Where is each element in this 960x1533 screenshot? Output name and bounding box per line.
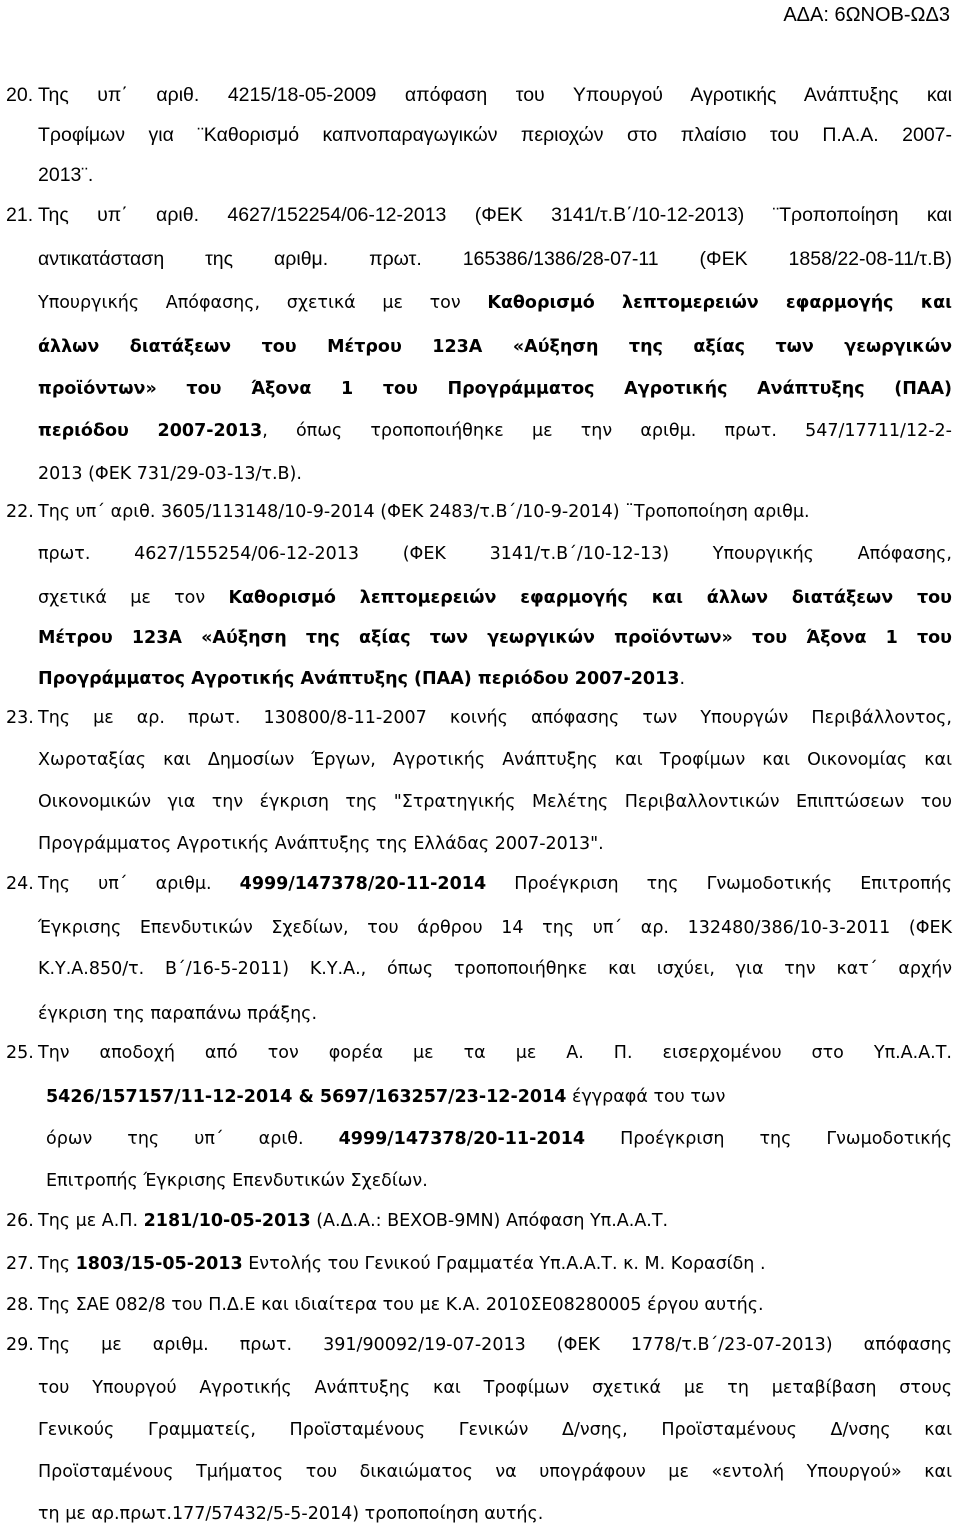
text-line bbox=[38, 1496, 952, 1533]
item-24-line bbox=[0, 996, 960, 1033]
text: (Α.Δ.Α.: ΒΕΧΟΒ-9ΜΝ) Απόφαση Υπ.Α.Α.Τ. bbox=[310, 1211, 669, 1231]
text-line bbox=[38, 285, 952, 322]
text-line bbox=[38, 1454, 952, 1491]
item-24-line bbox=[0, 866, 960, 903]
text: 2013¨. bbox=[38, 164, 94, 186]
item-21-line bbox=[0, 241, 960, 278]
item-23-line bbox=[0, 700, 960, 737]
item-23-line bbox=[0, 784, 960, 821]
bold-text: 2181/10-05-2013 bbox=[143, 1211, 311, 1231]
item-22-line bbox=[0, 536, 960, 573]
text-line bbox=[38, 866, 952, 903]
text: Της bbox=[38, 1254, 76, 1274]
text-line bbox=[38, 77, 952, 114]
item-number: 28. bbox=[6, 1295, 34, 1315]
item-29-line bbox=[0, 1327, 960, 1364]
item-20-line bbox=[0, 117, 960, 154]
text: Κ.Υ.Α.850/τ. Β΄/16-5-2011) Κ.Υ.Α., όπως τροποποιήθηκε και ισχύει, για την κατ΄ αρχήν bbox=[38, 959, 952, 979]
text-line bbox=[38, 580, 952, 617]
text-line bbox=[46, 1121, 952, 1158]
text: Της υπ΄ αριθμ. bbox=[38, 874, 240, 894]
item-21-line bbox=[0, 285, 960, 322]
text-line bbox=[46, 1163, 952, 1200]
text-line bbox=[38, 620, 952, 657]
item-number: 25. bbox=[6, 1043, 34, 1063]
bold-text: 1803/15-05-2013 bbox=[75, 1254, 243, 1274]
text: Προέγκριση της Γνωμοδοτικής Επιτροπής bbox=[486, 874, 952, 894]
bold-text: άλλων διατάξεων του Μέτρου 123Α «Αύξηση της αξίας των γεωργικών bbox=[38, 337, 952, 357]
item-29-line bbox=[0, 1454, 960, 1491]
text-line bbox=[38, 951, 952, 988]
text-line bbox=[38, 826, 952, 863]
text-line bbox=[38, 910, 952, 947]
bold-text: Προγράμματος Αγροτικής Ανάπτυξης (ΠΑΑ) περιόδου 2007-2013 bbox=[38, 669, 680, 689]
item-29-line bbox=[0, 1412, 960, 1449]
item-22-line bbox=[0, 620, 960, 657]
item-21-line bbox=[0, 456, 960, 493]
item-28-line bbox=[0, 1287, 960, 1324]
item-number: 29. bbox=[6, 1335, 34, 1355]
text-line bbox=[38, 661, 952, 698]
text: . bbox=[679, 669, 686, 689]
item-22-line bbox=[0, 661, 960, 698]
item-20-line bbox=[0, 157, 960, 194]
bold-text: Καθορισμό λεπτομερειών εφαρμογής και άλλων διατάξεων του bbox=[228, 588, 952, 608]
text: πρωτ. 4627/155254/06-12-2013 (ΦΕΚ 3141/τ.Β΄/10-12-13) Υπουργικής Απόφασης, bbox=[38, 544, 952, 564]
text-line bbox=[38, 784, 952, 821]
text: Οικονομικών για την έγκριση της "Στρατηγικής Μελέτης Περιβαλλοντικών Επιπτώσεων του bbox=[38, 792, 952, 812]
item-23-line bbox=[0, 826, 960, 863]
text: Υπουργικής Απόφασης, σχετικά με τον bbox=[38, 293, 488, 313]
item-number: 21. bbox=[6, 204, 34, 226]
text: Της με αρ. πρωτ. 130800/8-11-2007 κοινής απόφασης των Υπουργών Περιβάλλοντος, bbox=[38, 708, 952, 728]
text: Εντολής του Γενικού Γραμματέα Υπ.Α.Α.Τ. κ. Μ. Κορασίδη . bbox=[242, 1254, 766, 1274]
text-line bbox=[38, 742, 952, 779]
item-21-line bbox=[0, 413, 960, 450]
item-number: 20. bbox=[6, 84, 34, 106]
text: 2013 (ΦΕΚ 731/29-03-13/τ.Β). bbox=[38, 464, 302, 484]
text-line bbox=[38, 1327, 952, 1364]
text-line bbox=[38, 1035, 952, 1072]
bold-text: 5426/157157/11-12-2014 & 5697/163257/23-12-2014 bbox=[46, 1087, 567, 1107]
text: έγκριση της παραπάνω πράξης. bbox=[38, 1004, 318, 1024]
text-line bbox=[38, 413, 952, 450]
text-line bbox=[38, 494, 952, 531]
text: Χωροταξίας και Δημοσίων Έργων, Αγροτικής Ανάπτυξης και Τροφίμων και Οικονομίας και bbox=[38, 750, 952, 770]
text-line bbox=[38, 241, 952, 278]
text-line bbox=[38, 329, 952, 366]
text-line bbox=[46, 1079, 952, 1116]
text: Της με αριθμ. πρωτ. 391/90092/19-07-2013 (ΦΕΚ 1778/τ.Β΄/23-07-2013) απόφασης bbox=[38, 1335, 952, 1355]
text: Γενικούς Γραμματείς, Προϊσταμένους Γενικών Δ/νσης, Προϊσταμένους Δ/νσης και bbox=[38, 1420, 952, 1440]
text: Προέγκριση της Γνωμοδοτικής bbox=[585, 1129, 952, 1149]
item-21-line bbox=[0, 197, 960, 234]
item-24-line bbox=[0, 951, 960, 988]
item-22-line bbox=[0, 580, 960, 617]
item-25-line bbox=[0, 1121, 960, 1158]
bold-text: περιόδου 2007-2013 bbox=[38, 421, 263, 441]
text-line bbox=[38, 197, 952, 234]
text: Της υπ΄ αριθ. 4627/152254/06-12-2013 (ΦΕΚ 3141/τ.Β΄/10-12-2013) ¨Τροποποίηση και bbox=[38, 204, 952, 226]
text: Προϊσταμένους Τμήματος του δικαιώματος να υπογράφουν με «εντολή Υπουργού» και bbox=[38, 1462, 952, 1482]
bold-text: Καθορισμό λεπτομερειών εφαρμογής και bbox=[487, 293, 952, 313]
text-line bbox=[38, 371, 952, 408]
text-line bbox=[38, 1287, 952, 1324]
item-number: 23. bbox=[6, 708, 34, 728]
item-21-line bbox=[0, 329, 960, 366]
text: αντικατάσταση της αριθμ. πρωτ. 165386/1386/28-07-11 (ΦΕΚ 1858/22-08-11/τ.Β) bbox=[38, 248, 952, 270]
item-23-line bbox=[0, 742, 960, 779]
item-24-line bbox=[0, 910, 960, 947]
text-line bbox=[38, 536, 952, 573]
text-line bbox=[38, 117, 952, 154]
text-line bbox=[38, 1203, 952, 1240]
item-26-line bbox=[0, 1203, 960, 1240]
text: σχετικά με τον bbox=[38, 588, 229, 608]
item-25-line bbox=[0, 1163, 960, 1200]
bold-text: 4999/147378/20-11-2014 bbox=[338, 1129, 586, 1149]
item-25-line bbox=[0, 1035, 960, 1072]
text: τη με αρ.πρωτ.177/57432/5-5-2014) τροποποίηση αυτής. bbox=[38, 1504, 544, 1524]
item-21-line bbox=[0, 371, 960, 408]
text: , όπως τροποποιήθηκε με την αριθμ. πρωτ. 547/17711/12-2- bbox=[262, 421, 952, 441]
bold-text: Μέτρου 123Α «Αύξηση της αξίας των γεωργικών προϊόντων» του Άξονα 1 του bbox=[38, 628, 952, 648]
text: όρων της υπ΄ αριθ. bbox=[46, 1129, 339, 1149]
item-number: 26. bbox=[6, 1211, 34, 1231]
text: Της υπ΄ αριθ. 3605/113148/10-9-2014 (ΦΕΚ 2483/τ.Β΄/10-9-2014) ¨Τροποποίηση αριθμ. bbox=[38, 502, 810, 522]
text-line bbox=[38, 996, 952, 1033]
text: Της υπ΄ αριθ. 4215/18-05-2009 απόφαση του Υπουργού Αγροτικής Ανάπτυξης και bbox=[38, 84, 952, 106]
text-line bbox=[38, 1246, 952, 1283]
bold-text: 4999/147378/20-11-2014 bbox=[239, 874, 487, 894]
text: Την αποδοχή από τον φορέα με τα με Α. Π. εισερχομένου στο Υπ.Α.Α.Τ. bbox=[38, 1043, 952, 1063]
text: Έγκρισης Επενδυτικών Σχεδίων, του άρθρου 14 της υπ΄ αρ. 132480/386/10-3-2011 (ΦΕΚ bbox=[38, 918, 952, 938]
text: Προγράμματος Αγροτικής Ανάπτυξης της Ελλάδας 2007-2013". bbox=[38, 834, 604, 854]
text: του Υπουργού Αγροτικής Ανάπτυξης και Τροφίμων σχετικά με τη μεταβίβαση στους bbox=[38, 1378, 952, 1398]
item-number: 24. bbox=[6, 874, 34, 894]
text-line bbox=[38, 456, 952, 493]
text: Της με Α.Π. bbox=[38, 1211, 144, 1231]
text: Της ΣΑΕ 082/8 του Π.Δ.Ε και ιδιαίτερα του με Κ.Α. 2010ΣΕ08280005 έργου αυτής. bbox=[38, 1295, 764, 1315]
item-22-line bbox=[0, 494, 960, 531]
item-27-line bbox=[0, 1246, 960, 1283]
ada-code: ΑΔΑ: 6ΩΝΟΒ-ΩΔ3 bbox=[783, 4, 950, 26]
text-line bbox=[38, 1412, 952, 1449]
text-line bbox=[38, 700, 952, 737]
text-line bbox=[38, 157, 952, 194]
text: Τροφίμων για ¨Καθορισμό καπνοπαραγωγικών περιοχών στο πλαίσιο του Π.Α.Α. 2007- bbox=[38, 124, 952, 146]
item-29-line bbox=[0, 1370, 960, 1407]
text: έγγραφά του των bbox=[566, 1087, 726, 1107]
bold-text: προϊόντων» του Άξονα 1 του Προγράμματος Αγροτικής Ανάπτυξης (ΠΑΑ) bbox=[38, 379, 952, 399]
item-number: 22. bbox=[6, 502, 34, 522]
item-29-line bbox=[0, 1496, 960, 1533]
item-25-line bbox=[0, 1079, 960, 1116]
item-20-line bbox=[0, 77, 960, 114]
item-number: 27. bbox=[6, 1254, 34, 1274]
text: Επιτροπής Έγκρισης Επενδυτικών Σχεδίων. bbox=[46, 1171, 428, 1191]
text-line bbox=[38, 1370, 952, 1407]
